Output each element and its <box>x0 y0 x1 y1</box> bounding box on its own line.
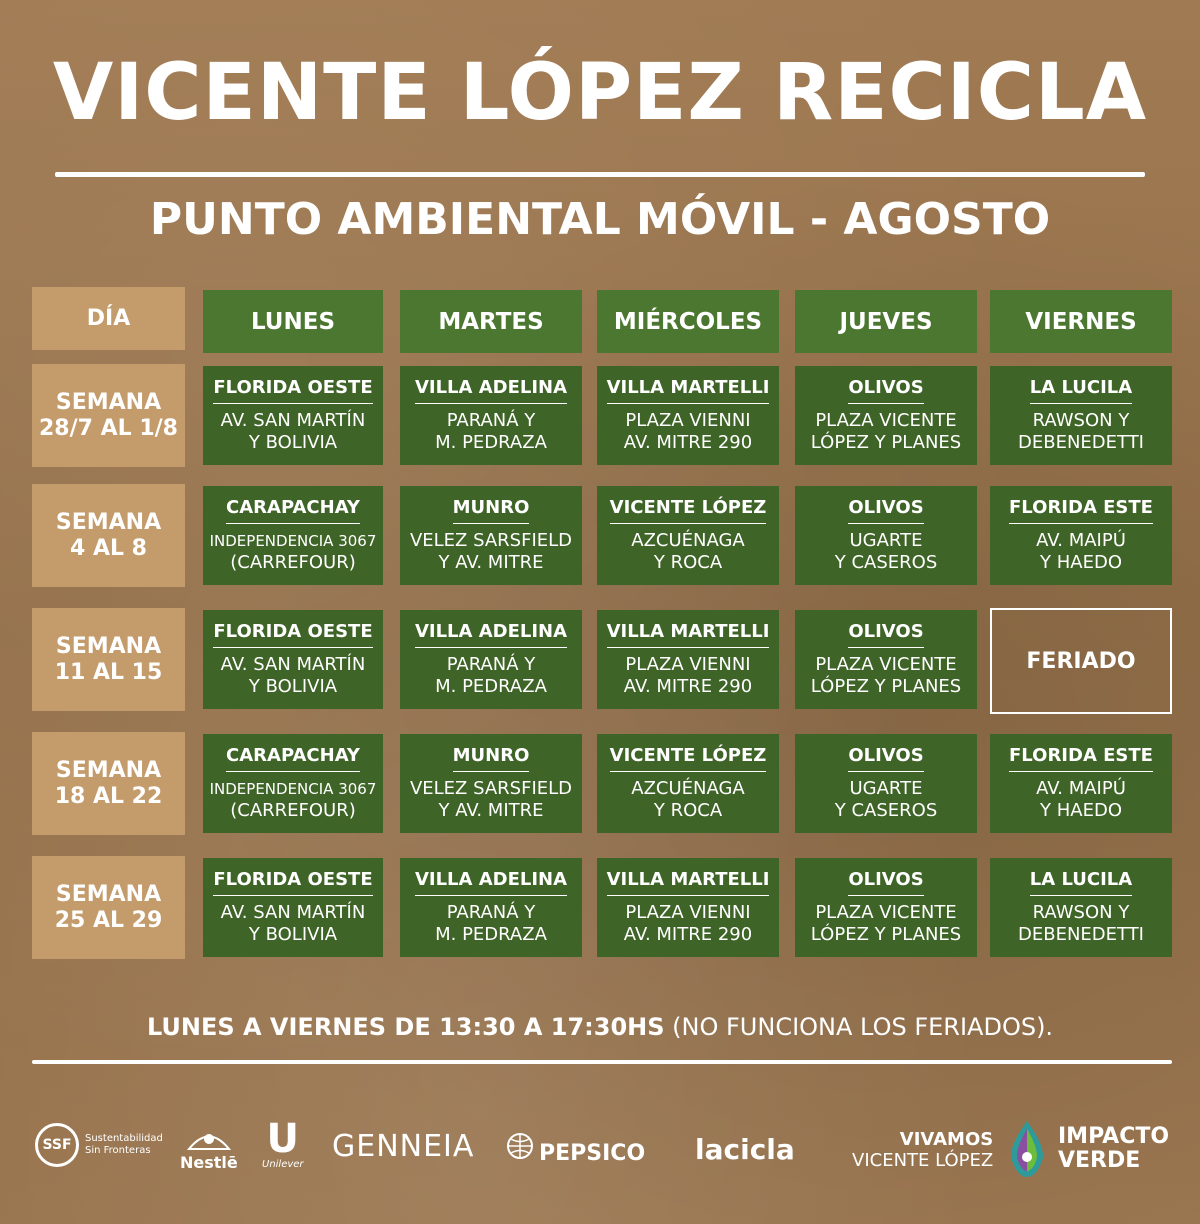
schedule-cell <box>990 858 1172 957</box>
schedule-cell <box>597 734 779 833</box>
schedule-cell <box>990 486 1172 585</box>
address-line1: VELEZ SARSFIELD <box>409 530 573 551</box>
week-label-line1: SEMANA <box>55 633 162 659</box>
ssf-logo <box>35 1123 163 1167</box>
schedule-cell <box>400 734 582 833</box>
location-name: LA LUCILA <box>1030 377 1132 404</box>
schedule-cell <box>990 366 1172 465</box>
location-name: FLORIDA OESTE <box>213 377 372 404</box>
schedule-cell <box>400 366 582 465</box>
schedule-cell <box>400 610 582 709</box>
location-name: LA LUCILA <box>1030 869 1132 896</box>
location-name: CARAPACHAY <box>226 497 360 524</box>
address-line2: Y HAEDO <box>1040 800 1122 821</box>
location-name: CARAPACHAY <box>226 745 360 772</box>
location-name: FLORIDA ESTE <box>1009 497 1153 524</box>
lacicla-logo: lacicla <box>695 1133 795 1166</box>
header-day-1: LUNES <box>203 290 383 353</box>
unilever-u-icon: U <box>266 1116 300 1162</box>
week-label <box>32 732 185 835</box>
address-line2: Y CASEROS <box>834 552 938 573</box>
genneia-logo: GENNEIA <box>332 1129 475 1164</box>
ssf-mark: SSF <box>35 1123 79 1167</box>
header-dia: DÍA <box>32 287 185 350</box>
week-label <box>32 856 185 959</box>
nest-icon <box>184 1119 234 1153</box>
footer-divider <box>32 1060 1172 1064</box>
address-line2: DEBENEDETTI <box>1017 432 1144 453</box>
location-name: MUNRO <box>453 497 530 524</box>
location-name: VILLA MARTELLI <box>607 621 770 648</box>
address-line2: Y AV. MITRE <box>438 552 544 573</box>
address-line1: AV. SAN MARTÍN <box>220 410 366 431</box>
schedule-cell <box>400 486 582 585</box>
schedule-cell <box>203 858 383 957</box>
hours-bold: LUNES A VIERNES DE 13:30 A 17:30HS <box>146 1013 665 1041</box>
address-line2: Y HAEDO <box>1040 552 1122 573</box>
schedule-cell <box>597 858 779 957</box>
week-label-line1: SEMANA <box>55 881 162 907</box>
header-day-5: VIERNES <box>990 290 1172 353</box>
address-line1: AV. MAIPÚ <box>1036 778 1126 799</box>
location-name: FLORIDA OESTE <box>213 869 372 896</box>
address-line2: AV. MITRE 290 <box>623 432 753 453</box>
address-line2: Y ROCA <box>653 800 723 821</box>
location-name: VICENTE LÓPEZ <box>610 497 767 524</box>
vivamos-logo <box>852 1129 993 1171</box>
week-label-line2: 25 AL 29 <box>54 907 163 933</box>
feriado-cell: FERIADO <box>990 608 1172 714</box>
week-label-line1: SEMANA <box>55 389 162 415</box>
address-line1: AV. SAN MARTÍN <box>220 902 366 923</box>
hours-disclaimer: (NO FUNCIONA LOS FERIADOS). <box>664 1013 1054 1041</box>
address-line1: AZCUÉNAGA <box>631 778 745 799</box>
schedule-cell <box>597 486 779 585</box>
address-line1: AV. SAN MARTÍN <box>220 654 366 675</box>
location-name: VILLA ADELINA <box>415 377 567 404</box>
nestle-logo <box>180 1119 238 1172</box>
header-day-3: MIÉRCOLES <box>597 290 779 353</box>
location-name: OLIVOS <box>848 745 923 772</box>
week-label-line2: 18 AL 22 <box>54 783 163 809</box>
pepsico-wordmark: PEPSICO <box>539 1141 646 1166</box>
location-name: VILLA MARTELLI <box>607 377 770 404</box>
address-line2: AV. MITRE 290 <box>623 924 753 945</box>
address-line2: Y ROCA <box>653 552 723 573</box>
address-line1: PLAZA VICENTE <box>815 902 957 923</box>
schedule-cell <box>795 734 977 833</box>
schedule-cell <box>400 858 582 957</box>
address-line2: M. PEDRAZA <box>435 676 547 697</box>
address-line2: LÓPEZ Y PLANES <box>810 432 962 453</box>
address-line2: Y BOLIVIA <box>248 676 338 697</box>
schedule-cell <box>203 734 383 833</box>
location-name: VILLA ADELINA <box>415 869 567 896</box>
schedule-cell <box>597 366 779 465</box>
location-name: MUNRO <box>453 745 530 772</box>
address-line1: PLAZA VIENNI <box>625 902 751 923</box>
address-line2: Y BOLIVIA <box>248 432 338 453</box>
week-label <box>32 484 185 587</box>
week-label-line2: 11 AL 15 <box>54 659 163 685</box>
address-line2: AV. MITRE 290 <box>623 676 753 697</box>
unilever-wordmark: Unilever <box>262 1159 304 1170</box>
address-line2: (CARREFOUR) <box>230 552 356 573</box>
address-line1: VELEZ SARSFIELD <box>409 778 573 799</box>
location-name: OLIVOS <box>848 621 923 648</box>
address-line2: DEBENEDETTI <box>1017 924 1144 945</box>
schedule-cell <box>795 486 977 585</box>
week-label-line2: 28/7 AL 1/8 <box>39 415 178 441</box>
header-day-4: JUEVES <box>795 290 977 353</box>
vivamos-line1: VIVAMOS <box>899 1129 994 1150</box>
address-line1: UGARTE <box>849 778 923 799</box>
location-name: FLORIDA OESTE <box>213 621 372 648</box>
vivamos-line2: VICENTE LÓPEZ <box>852 1150 994 1171</box>
location-name: VILLA MARTELLI <box>607 869 770 896</box>
address-line1: PLAZA VIENNI <box>625 410 751 431</box>
schedule-cell <box>990 734 1172 833</box>
address-line2: LÓPEZ Y PLANES <box>810 924 962 945</box>
location-name: OLIVOS <box>848 377 923 404</box>
location-name: VILLA ADELINA <box>415 621 567 648</box>
title-divider <box>55 172 1145 177</box>
address-line1: UGARTE <box>849 530 923 551</box>
address-line2: LÓPEZ Y PLANES <box>810 676 962 697</box>
week-label-line1: SEMANA <box>55 509 162 535</box>
schedule-cell <box>795 610 977 709</box>
impacto-line1: IMPACTO <box>1058 1124 1170 1149</box>
nestle-wordmark: Nestlē <box>180 1153 238 1172</box>
schedule-cell <box>597 610 779 709</box>
address-line1: PLAZA VIENNI <box>625 654 751 675</box>
drop-icon <box>1002 1119 1052 1179</box>
location-name: OLIVOS <box>848 869 923 896</box>
week-label <box>32 608 185 711</box>
schedule-cell <box>203 610 383 709</box>
address-line1: PARANÁ Y <box>446 410 536 431</box>
location-name: VICENTE LÓPEZ <box>610 745 767 772</box>
address-line1: AV. MAIPÚ <box>1036 530 1126 551</box>
address-line2: (CARREFOUR) <box>230 800 356 821</box>
globe-icon <box>505 1131 535 1161</box>
header-day-2: MARTES <box>400 290 582 353</box>
address-line2: M. PEDRAZA <box>435 432 547 453</box>
week-label <box>32 364 185 467</box>
address-line1: PLAZA VICENTE <box>815 410 957 431</box>
address-line1: PARANÁ Y <box>446 654 536 675</box>
week-label-line2: 4 AL 8 <box>70 535 147 561</box>
address-line2: Y AV. MITRE <box>438 800 544 821</box>
impacto-verde-logo <box>1002 1119 1169 1179</box>
ssf-line1: Sustentabilidad <box>85 1133 163 1144</box>
schedule-cell <box>795 858 977 957</box>
impacto-line2: VERDE <box>1058 1148 1141 1173</box>
pepsico-logo <box>505 1125 645 1166</box>
address-line1: AZCUÉNAGA <box>631 530 745 551</box>
unilever-logo <box>262 1116 304 1170</box>
address-line1: RAWSON Y <box>1032 902 1130 923</box>
address-line2: Y BOLIVIA <box>248 924 338 945</box>
address-line2: Y CASEROS <box>834 800 938 821</box>
address-line1: INDEPENDENCIA 3067 <box>209 780 377 798</box>
address-line1: PLAZA VICENTE <box>815 654 957 675</box>
location-name: OLIVOS <box>848 497 923 524</box>
address-line1: PARANÁ Y <box>446 902 536 923</box>
hours-note <box>0 1012 1200 1042</box>
ssf-line2: Sin Fronteras <box>85 1145 151 1156</box>
schedule-cell <box>203 366 383 465</box>
schedule-cell <box>203 486 383 585</box>
page-title: VICENTE LÓPEZ RECICLA <box>52 48 1148 138</box>
location-name: FLORIDA ESTE <box>1009 745 1153 772</box>
page-subtitle: PUNTO AMBIENTAL MÓVIL - AGOSTO <box>149 194 1051 245</box>
sponsor-logos <box>0 1115 1200 1185</box>
schedule-cell <box>795 366 977 465</box>
week-label-line1: SEMANA <box>55 757 162 783</box>
address-line2: M. PEDRAZA <box>435 924 547 945</box>
address-line1: RAWSON Y <box>1032 410 1130 431</box>
address-line1: INDEPENDENCIA 3067 <box>209 532 377 550</box>
